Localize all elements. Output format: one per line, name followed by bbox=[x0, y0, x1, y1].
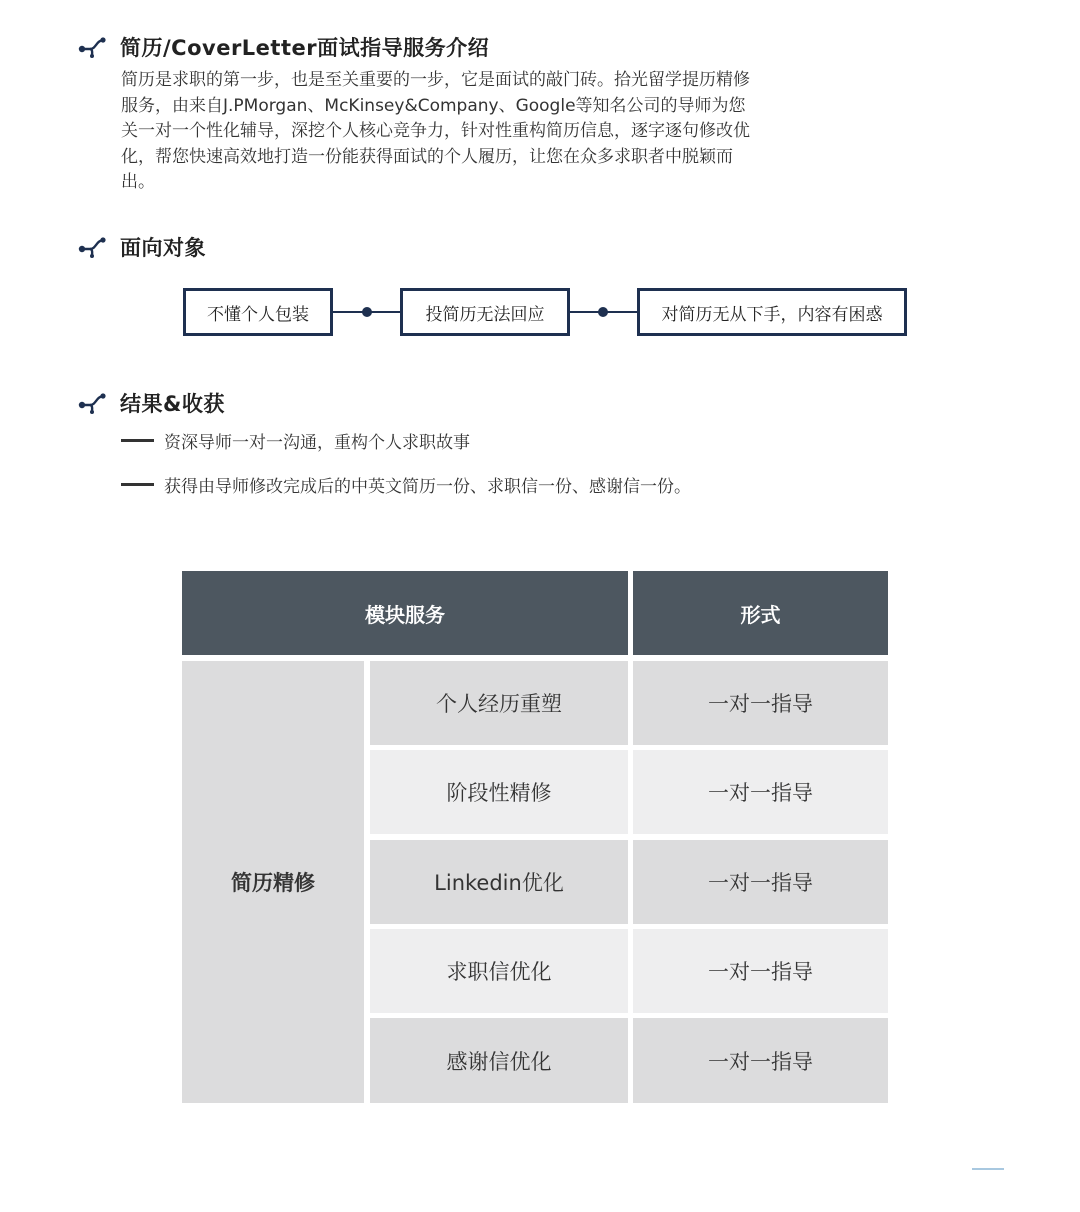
intro-paragraph: 简历是求职的第一步，也是至关重要的一步，它是面试的敲门砖。拾光留学提历精修服务，由来自J.PMorgan、McKinsey&Company、Google等知名公司的导师为您关一对一个性化辅导，深挖个人核心竞争力，针对性重构简历信息，逐字逐句修改优化，帮您快速高效地打造一份能获得面试的个人履历，让您在众多求职者中脱颖而出。 bbox=[121, 70, 750, 192]
section-heading-results bbox=[78, 388, 225, 418]
flow-box: 不懂个人包装 bbox=[183, 288, 333, 336]
result-text: 资深导师一对一沟通，重构个人求职故事 bbox=[164, 433, 470, 453]
module-cell: 简历精修 bbox=[182, 661, 364, 1103]
flow-box: 对简历无从下手，内容有困惑 bbox=[637, 288, 907, 336]
form-cell: 一对一指导 bbox=[633, 929, 888, 1013]
branch-node-icon bbox=[78, 392, 108, 414]
header-format: 形式 bbox=[633, 571, 888, 655]
header-module-service: 模块服务 bbox=[182, 571, 628, 655]
section-title: 面向对象 bbox=[120, 236, 206, 260]
form-cell: 一对一指导 bbox=[633, 840, 888, 924]
service-cell: 感谢信优化 bbox=[370, 1018, 628, 1103]
section-heading-audience bbox=[78, 232, 206, 262]
audience-flow bbox=[183, 288, 908, 338]
form-cell: 一对一指导 bbox=[633, 1018, 888, 1103]
service-cell: 个人经历重塑 bbox=[370, 661, 628, 745]
section-heading-intro bbox=[78, 32, 489, 62]
form-cell: 一对一指导 bbox=[633, 661, 888, 745]
form-cell: 一对一指导 bbox=[633, 750, 888, 834]
result-text: 获得由导师修改完成后的中英文简历一份、求职信一份、感谢信一份。 bbox=[164, 477, 691, 497]
flow-box: 投简历无法回应 bbox=[400, 288, 570, 336]
service-table bbox=[182, 571, 888, 1103]
flow-dot bbox=[362, 307, 372, 317]
branch-node-icon bbox=[78, 236, 108, 258]
branch-node-icon bbox=[78, 36, 108, 58]
page-indicator bbox=[972, 1168, 1004, 1170]
service-cell: 阶段性精修 bbox=[370, 750, 628, 834]
section-title: 结果&收获 bbox=[120, 392, 225, 416]
section-title: 简历/CoverLetter面试指导服务介绍 bbox=[120, 36, 490, 60]
dash-bullet bbox=[121, 483, 154, 486]
result-item bbox=[121, 472, 691, 497]
result-item bbox=[121, 428, 470, 453]
flow-dot bbox=[598, 307, 608, 317]
service-cell: 求职信优化 bbox=[370, 929, 628, 1013]
service-cell: Linkedin优化 bbox=[370, 840, 628, 924]
dash-bullet bbox=[121, 439, 154, 442]
